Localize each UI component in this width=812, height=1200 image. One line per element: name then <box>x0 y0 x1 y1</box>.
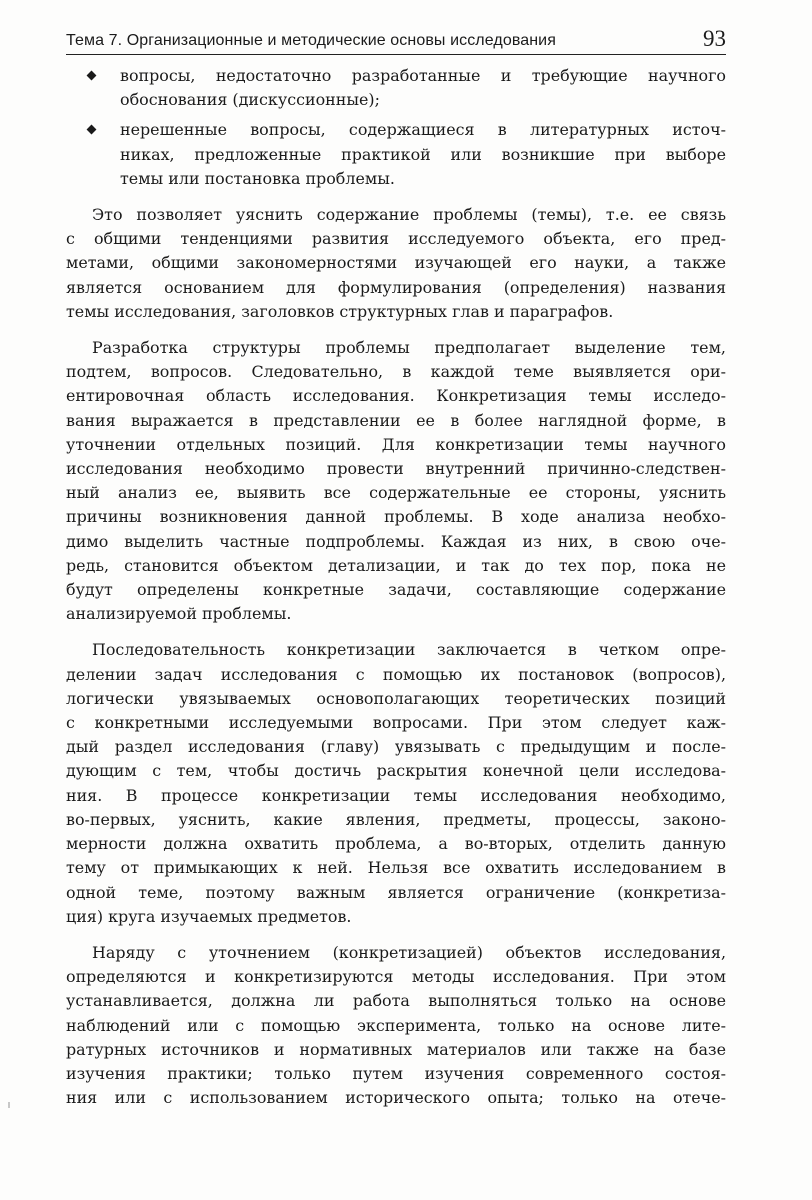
scan-speck <box>8 1102 10 1108</box>
text-line: ция) круга изучаемых предметов. <box>66 906 352 926</box>
text-line: исследования необходимо провести внутренний причинно-следствен- <box>66 459 726 479</box>
paragraph <box>66 941 726 1110</box>
list-item <box>66 118 726 191</box>
page-number: 93 <box>703 26 726 51</box>
text-line: никах, предложенные практикой или возникшие при выборе <box>120 144 726 164</box>
running-title: Тема 7. Организационные и методические основы исследования <box>66 32 556 49</box>
paragraph <box>66 203 726 324</box>
text-line: ния или с использованием исторического опыта; только на отече- <box>66 1088 726 1108</box>
text-line: дый раздел исследования (главу) увязывать с предыдущим и после- <box>66 737 726 757</box>
text-line: мерности должна охватить проблема, а во-вторых, отделить данную <box>66 834 726 854</box>
diamond-bullet-icon <box>87 125 97 135</box>
text-line: с конкретными исследуемыми вопросами. При этом следует каж- <box>66 713 726 733</box>
running-header <box>66 28 726 55</box>
text-line: с общими тенденциями развития исследуемого объекта, его пред- <box>66 229 726 249</box>
paragraph <box>66 336 726 626</box>
text-line: тему от примыкающих к ней. Нельзя все охватить исследованием в <box>66 858 726 878</box>
text-line: устанавливается, должна ли работа выполняться только на основе <box>66 991 726 1011</box>
text-line: ный анализ ее, выявить все содержательные ее стороны, уяснить <box>66 483 726 503</box>
text-line: во-первых, уяснить, какие явления, предметы, процессы, законо- <box>66 809 726 829</box>
text-line: Это позволяет уяснить содержание проблемы (темы), т.е. ее связь <box>92 205 726 225</box>
text-line: является основанием для формулирования (определения) названия <box>66 277 726 297</box>
diamond-bullet-icon <box>87 71 97 81</box>
text-line: ентировочная область исследования. Конкретизация темы исследо- <box>66 386 726 406</box>
text-line: темы или постановка проблемы. <box>120 168 395 188</box>
body-text <box>66 64 726 1110</box>
text-line: обоснования (дискуссионные); <box>120 90 380 110</box>
text-line: логически увязываемых основополагающих теоретических позиций <box>66 688 726 708</box>
text-line: темы исследования, заголовков структурных глав и параграфов. <box>66 301 614 321</box>
text-line: дующим с тем, чтобы достичь раскрытия конечной цели исследова- <box>66 761 726 781</box>
text-line: изучения практики; только путем изучения современного состоя- <box>66 1063 726 1083</box>
text-line: одной теме, поэтому важным является ограничение (конкретиза- <box>66 882 726 902</box>
list-item <box>66 64 726 112</box>
text-line: вопросы, недостаточно разработанные и требующие научного <box>120 66 726 85</box>
text-line: подтем, вопросов. Следовательно, в каждой теме выявляется ори- <box>66 362 726 382</box>
text-line: анализируемой проблемы. <box>66 604 292 624</box>
paragraph <box>66 638 726 928</box>
text-line: димо выделить частные подпроблемы. Каждая из них, в свою оче- <box>66 531 726 551</box>
text-line: делении задач исследования с помощью их постановок (вопросов), <box>66 664 726 684</box>
text-line: определяются и конкретизируются методы исследования. При этом <box>66 967 726 987</box>
text-line: метами, общими закономерностями изучающей его науки, а также <box>66 253 726 273</box>
text-line: нерешенные вопросы, содержащиеся в литературных источ- <box>120 120 726 140</box>
text-line: Последовательность конкретизации заключается в четком опре- <box>92 640 726 660</box>
text-line: редь, становится объектом детализации, и так до тех пор, пока не <box>66 555 726 575</box>
text-line: вания выражается в представлении ее в более наглядной форме, в <box>66 410 726 430</box>
text-line: Разработка структуры проблемы предполагает выделение тем, <box>92 338 726 358</box>
text-line: причины возникновения данной проблемы. В ходе анализа необхо- <box>66 507 726 527</box>
text-line: уточнении отдельных позиций. Для конкретизации темы научного <box>66 434 726 454</box>
text-line: ратурных источников и нормативных материалов или также на базе <box>66 1039 726 1059</box>
text-line: будут определены конкретные задачи, составляющие содержание <box>66 580 726 600</box>
bullet-list <box>66 64 726 191</box>
text-line: ния. В процессе конкретизации темы исследования необходимо, <box>66 785 726 805</box>
text-line: Наряду с уточнением (конкретизацией) объектов исследования, <box>92 942 726 962</box>
text-line: наблюдений или с помощью эксперимента, только на основе лите- <box>66 1015 726 1035</box>
